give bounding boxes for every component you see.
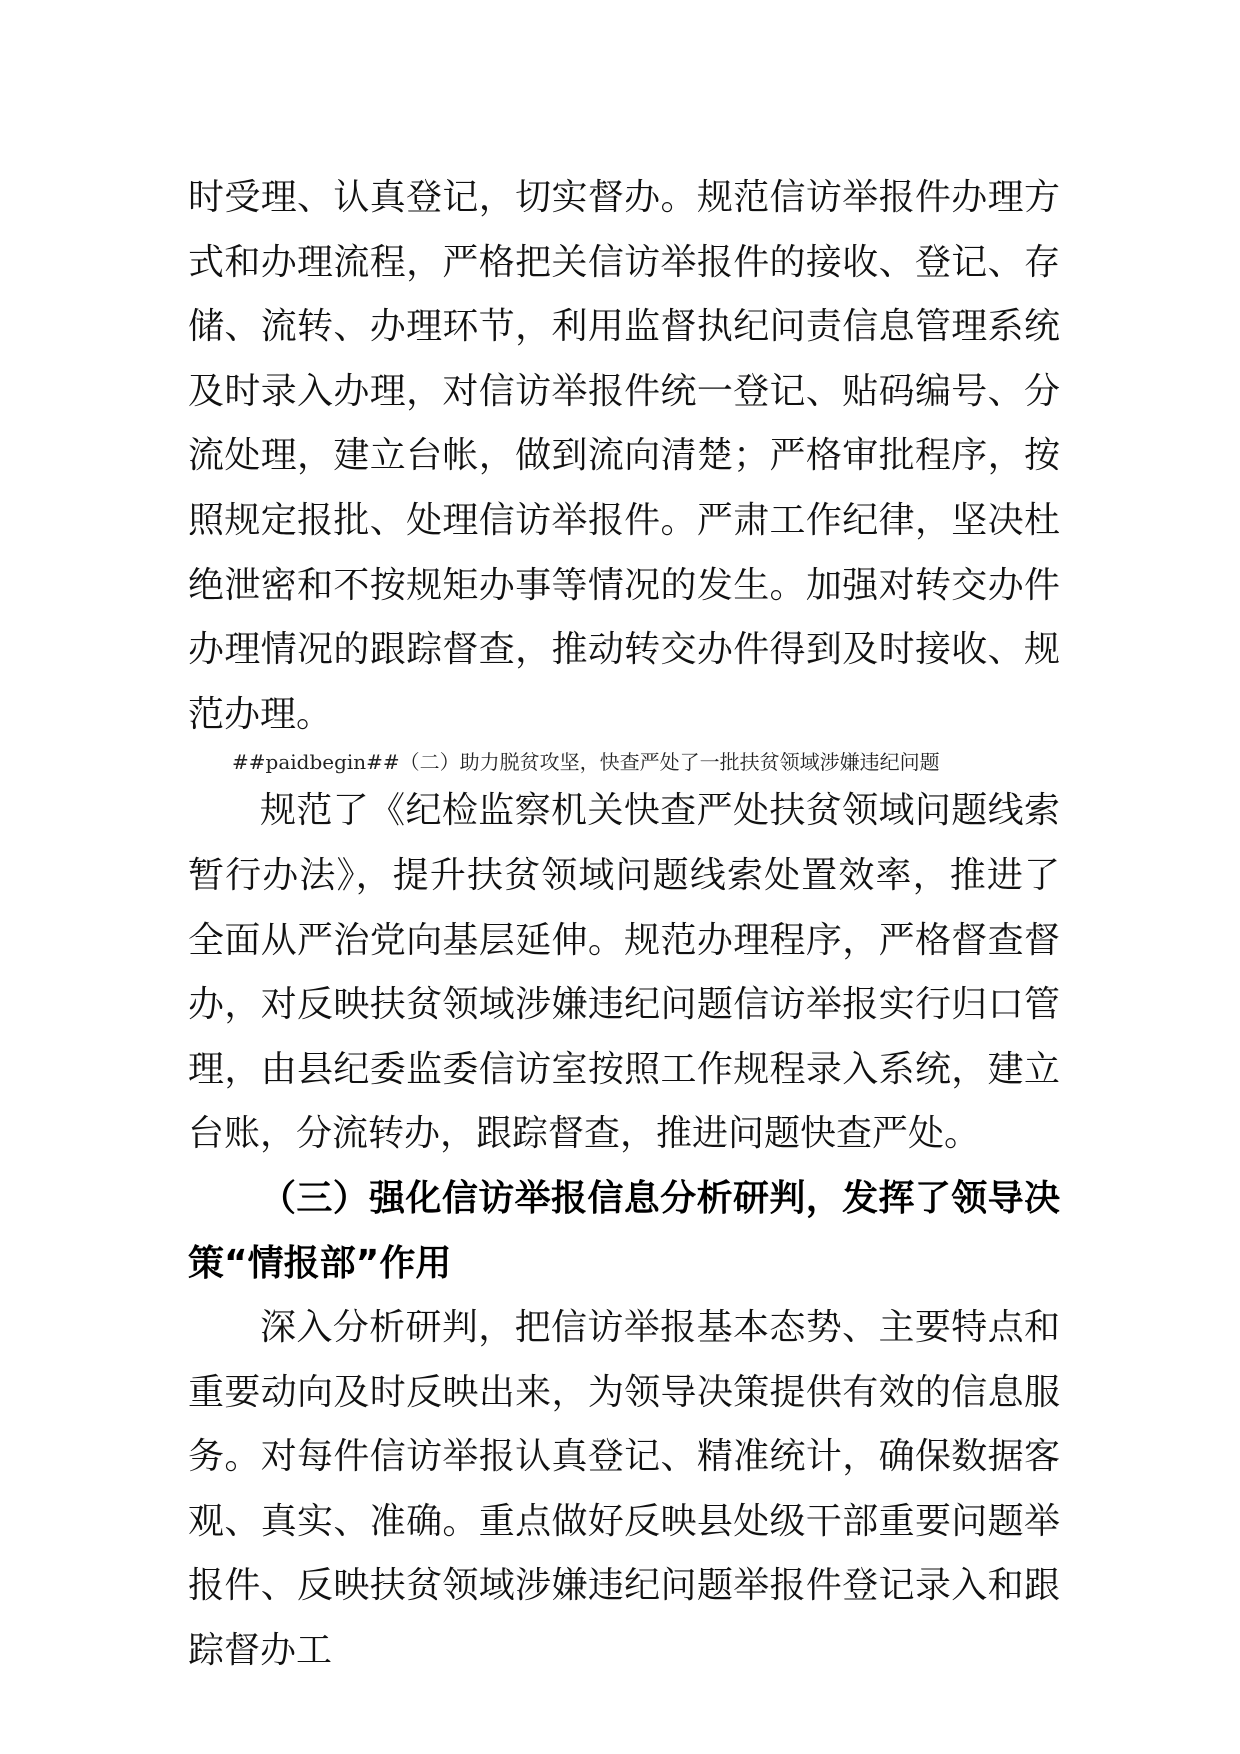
paragraph-information-analysis: 深入分析研判，把信访举报基本态势、主要特点和重要动向及时反映出来，为领导决策提供有效的信息服务。对每件信访举报认真登记、精准统计，确保数据客观、真实、准确。重点做好反映县处级干部重要问题举报件、反映扶贫领域涉嫌违纪问题举报件登记录入和跟踪督办工 bbox=[188, 1307, 1060, 1672]
paragraph-supervision-process: 时受理、认真登记，切实督办。规范信访举报件办理方式和办理流程，严格把关信访举报件的接收、登记、存储、流转、办理环节，利用监督执纪问责信息管理系统及时录入办理，对信访举报件统一登记、贴码编号、分流处理，建立台帐，做到流向清楚；严格审批程序，按照规定报批、处理信访举报件。严肃工作纪律，坚决杜绝泄密和不按规矩办事等情况的发生。加强对转交办件办理情况的跟踪督查，推动转交办件得到及时接收、规范办理。 bbox=[188, 177, 1060, 735]
document-body bbox=[188, 166, 1060, 1684]
section-heading-information-analysis: （三）强化信访举报信息分析研判，发挥了领导决策“情报部”作用 bbox=[188, 1177, 1060, 1284]
paragraph-poverty-alleviation: 规范了《纪检监察机关快查严处扶贫领域问题线索暂行办法》，提升扶贫领域问题线索处置效率，推进了全面从严治党向基层延伸。规范办理程序，严格督查督办，对反映扶贫领域涉嫌违纪问题信访举报实行归口管理，由县纪委监委信访室按照工作规程录入系统，建立台账，分流转办，跟踪督查，推进问题快查严处。 bbox=[188, 790, 1060, 1155]
section-heading-poverty-alleviation: ##paidbegin##（二）助力脱贫攻坚，快查严处了一批扶贫领域涉嫌违纪问题 bbox=[232, 750, 940, 775]
